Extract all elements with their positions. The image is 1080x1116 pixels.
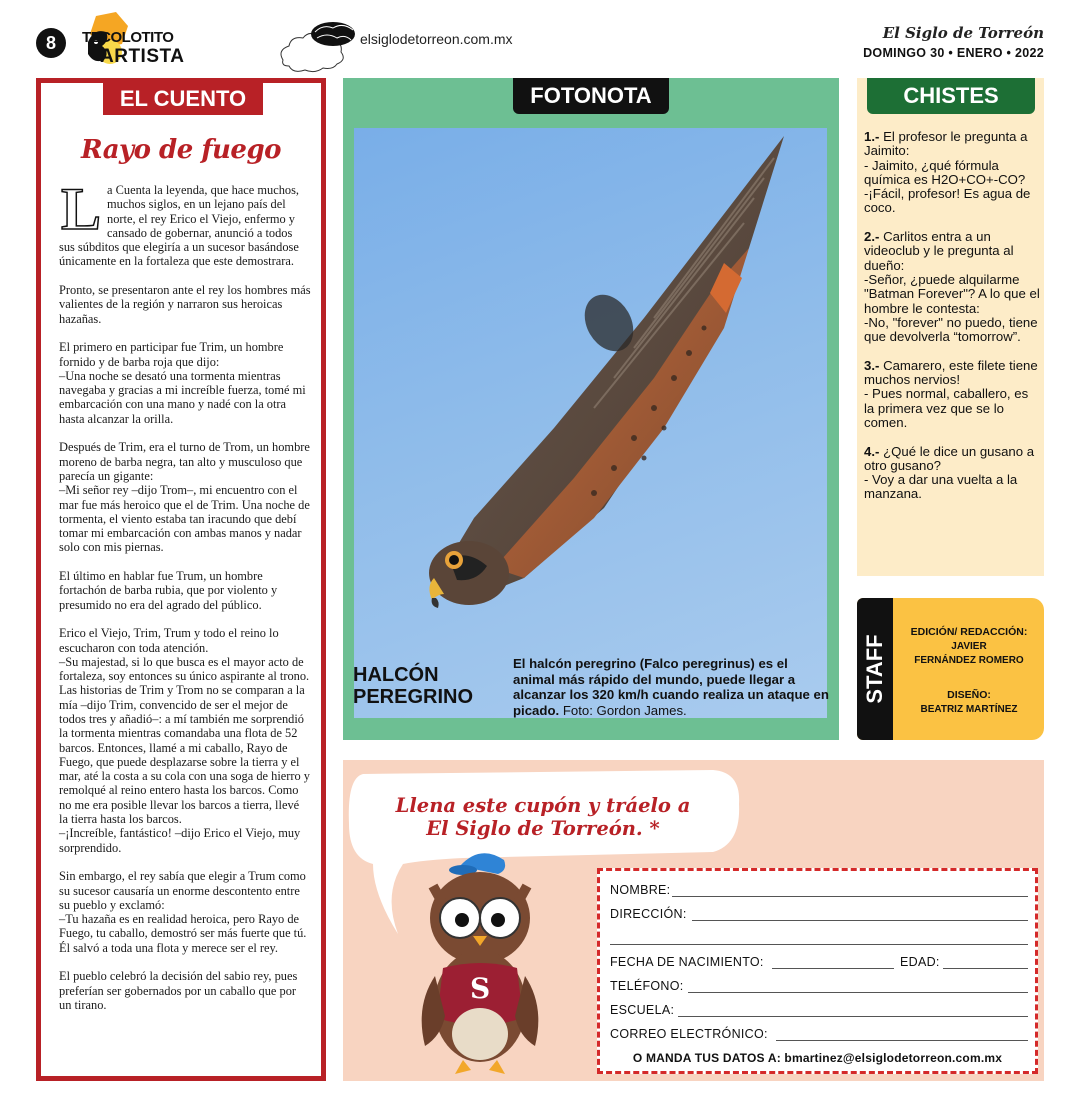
- story-paragraph: Erico el Viejo, Trim, Trum y todo el reino lo escucharon con toda atención. –Su majestad, si lo que busca es el mayor acto de fortaleza, soy entonces su único aspirante al trono. Las historias de Trim y Trom no se comparan a la mía –dijo Trim, convencido de ser el mejor de todos tres y añadió–: a mí también me sorprendió la tormenta mientras comandaba una flota de 52 barcos. Entonces, llamé a mi caballo, Rayo de Fuego, que puede desplazarse sobre la tierra y el mar, até la costa a su cola con una soga de hierro y remolqué al reino entero hasta los barcos. Como no me era posible llevar los barcos a tierra, llevé la tierra hasta los barcos. –¡Increíble, fantástico! –dijo Erico el Viejo, muy sorprendido.: [59, 626, 311, 855]
- tecolotito-logo: [58, 12, 208, 72]
- staff-name-editor: JAVIER FERNÁNDEZ ROMERO: [914, 641, 1024, 666]
- story-body: [59, 176, 311, 1027]
- chistes-panel: [857, 78, 1044, 576]
- photo-credit: Foto: Gordon James.: [562, 702, 687, 718]
- site-url: elsiglodetorreon.com.mx: [360, 31, 513, 47]
- joke-text: ¿Qué le dice un gusano a otro gusano? - Voy a dar una vuelta a la manzana.: [864, 443, 1035, 502]
- field-fecha-nacimiento[interactable]: [610, 955, 1028, 971]
- field-escuela[interactable]: [610, 1003, 1028, 1019]
- coupon-panel: [343, 760, 1044, 1081]
- chistes-section-label: CHISTES: [867, 78, 1035, 114]
- logo-line-1: TECOLOTITO: [82, 29, 174, 46]
- staff-panel: [857, 598, 1044, 740]
- field-escuela-label: ESCUELA:: [610, 1003, 675, 1017]
- staff-role-design: DISEÑO:: [947, 689, 991, 701]
- bubble-text: Llena este cupón y tráelo a El Siglo de Torreón. *: [395, 794, 691, 840]
- owl-mascot: [415, 846, 545, 1078]
- logo-line-2: ARTISTA: [100, 46, 185, 67]
- photo-caption: [513, 656, 829, 718]
- story-paragraph: El pueblo celebró la decisión del sabio rey, pues preferían ser gobernados por un caballo que por un tirano.: [59, 969, 298, 1012]
- staff-name-design: BEATRIZ MARTÍNEZ: [920, 704, 1018, 715]
- drop-cap: L: [61, 176, 102, 242]
- story-paragraph: a Cuenta la leyenda, que hace muchos, muchos siglos, en un lejano país del norte, el rey Erico el Viejo, enfermo y cansado de gobernar, anunció a todos sus súbditos que elegiría a un sucesor basándose únicamente en la fortaleza que este demostrara.: [59, 183, 300, 269]
- story-paragraph: El último en hablar fue Trum, un hombre fortachón de barba rubia, que por violento y presumido no era del agrado del público.: [59, 569, 278, 612]
- joke-item: [864, 445, 1040, 502]
- field-nombre[interactable]: [610, 883, 1028, 899]
- field-correo[interactable]: [610, 1027, 1028, 1043]
- joke-number: 3.-: [864, 357, 880, 373]
- field-direccion-label: DIRECCIÓN:: [610, 907, 687, 921]
- owl-illustration: [415, 846, 545, 1078]
- field-escuela-line[interactable]: [678, 1016, 1028, 1017]
- field-telefono-line[interactable]: [688, 992, 1028, 993]
- field-direccion-extra[interactable]: [610, 931, 1028, 947]
- field-direccion[interactable]: [610, 907, 1028, 923]
- field-nombre-label: NOMBRE:: [610, 883, 671, 897]
- falcon-illustration: [354, 128, 827, 640]
- story-paragraph: El primero en participar fue Trim, un hombre fornido y de barba roja que dijo: –Una noche se desató una tormenta mientras navegaba y gracias a mi increíble fuerza, tomé mi embarcación con una mano y nadé con la otra hasta alcanzar la orilla.: [59, 340, 306, 426]
- joke-text: El profesor le pregunta a Jaimito: - Jaimito, ¿qué fórmula química es H2O+CO+-CO? -¡Fácil, profesor! Es agua de coco.: [864, 129, 1031, 216]
- cloud-doodle-icon: [275, 18, 365, 73]
- photo-caption-bold: El halcón peregrino (Falco peregrinus) es el animal más rápido del mundo, puede llegar a alcanzar los 320 km/h cuando realiza un ataque en picado.: [513, 656, 829, 718]
- joke-text: Camarero, este filete tiene muchos nervios! - Pues normal, caballero, es la primera vez que se lo comen.: [864, 357, 1038, 430]
- falcon-photo: [354, 128, 827, 718]
- field-telefono-label: TELÉFONO:: [610, 979, 684, 993]
- story-paragraph: Pronto, se presentaron ante el rey los hombres más valientes de la región y narraron sus heroicas hazañas.: [59, 283, 311, 326]
- cuento-panel: [36, 78, 326, 1081]
- field-edad-line[interactable]: [943, 968, 1028, 969]
- story-paragraph: Después de Trim, era el turno de Trom, un hombre moreno de barba negra, tan alto y musculoso que parecía un gigante: –Mi señor rey –dijo Trom–, mi encuentro con el mar fue más heroico que el de Trim. Una noche de tormenta, el viento estaba tan iracundo que debí tomar mi embarcación con ambas manos y nadar solo con mis piernas.: [59, 440, 310, 555]
- field-fecha-line[interactable]: [772, 968, 894, 969]
- joke-item: [864, 359, 1040, 430]
- photo-caption-title: HALCÓN PEREGRINO: [353, 664, 474, 708]
- joke-item: [864, 130, 1040, 216]
- joke-text: Carlitos entra a un videoclub y le pregunta al dueño: -Señor, ¿puede alquilarme "Batman Forever"? A lo que el hombre le contesta: -No, "forever" no puedo, tiene que devolverla “tomorrow”.: [864, 229, 1040, 345]
- field-nombre-line[interactable]: [672, 896, 1028, 897]
- page-number-badge: 8: [36, 28, 66, 58]
- field-fecha-label: FECHA DE NACIMIENTO:: [610, 955, 764, 969]
- field-edad-label: EDAD:: [900, 955, 940, 969]
- field-correo-label: CORREO ELECTRÓNICO:: [610, 1027, 768, 1041]
- field-direccion-extra-line[interactable]: [610, 944, 1028, 945]
- coupon-footer: O MANDA TUS DATOS A: bmartinez@elsiglodetorreon.com.mx: [632, 1051, 1003, 1065]
- joke-number: 4.-: [864, 443, 880, 459]
- staff-role-editor: EDICIÓN/ REDACCIÓN:: [910, 626, 1028, 638]
- cuento-section-label: EL CUENTO: [103, 83, 263, 115]
- field-correo-line[interactable]: [776, 1040, 1028, 1041]
- joke-item: [864, 230, 1040, 344]
- joke-number: 1.-: [864, 129, 880, 144]
- coupon-form: [597, 868, 1038, 1074]
- field-direccion-line[interactable]: [692, 920, 1028, 921]
- story-title: Rayo de fuego: [81, 135, 281, 165]
- staff-tab: [857, 598, 893, 740]
- field-telefono[interactable]: [610, 979, 1028, 995]
- dateline: DOMINGO 30 • ENERO • 2022: [863, 46, 1044, 60]
- jokes-list: [864, 130, 1040, 516]
- staff-label: STAFF: [862, 634, 887, 704]
- story-paragraph: Sin embargo, el rey sabía que elegir a Trum como su sucesor causaría un enorme descontento entre su pueblo y exclamó: –Tu hazaña es en realidad heroica, pero Rayo de Fuego, tu caballo, demostró ser más fuerte que tú. Él salvó a toda una flota y merece ser el rey.: [59, 869, 307, 955]
- shirt-logo-letter: S: [470, 972, 491, 1005]
- page-header: [0, 0, 1080, 78]
- masthead-logo: El Siglo de Torreón: [882, 24, 1044, 42]
- fotonota-panel: [343, 78, 839, 740]
- fotonota-section-label: FOTONOTA: [513, 78, 669, 114]
- joke-number: 2.-: [864, 229, 880, 245]
